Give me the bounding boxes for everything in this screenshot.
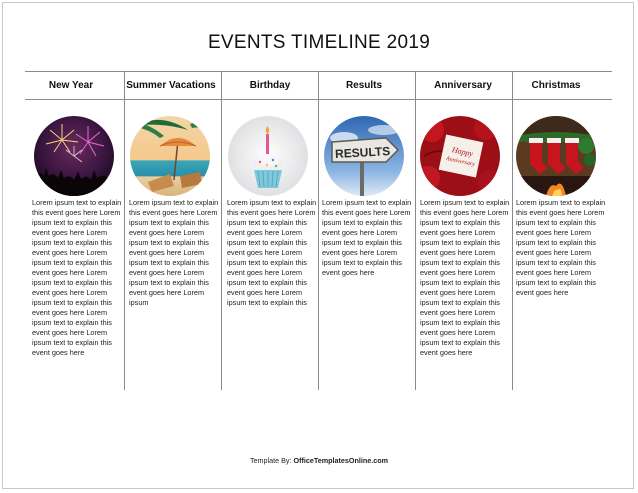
svg-text:RESULTS: RESULTS [334,144,391,161]
event-description: Lorem ipsum text to explain this event goes here Lorem ipsum text to explain this event goes here Lorem ipsum text to explain this event goes here Lorem ipsum text to explain this event goes here Lorem ipsum text to explain this event goes here [516,198,606,297]
footer-site: OfficeTemplatesOnline.com [293,456,389,465]
birthday-cupcake-photo [228,116,308,196]
event-column-anniversary [420,72,517,357]
footer-credit [0,456,638,465]
fireworks-crowd-photo [34,116,114,196]
anniversary-card-photo [420,116,500,196]
event-description: Lorem ipsum text to explain this event goes here Lorem ipsum text to explain this event goes here Lorem ipsum text to explain this event goes here Lorem ipsum text to explain this event goes here Lorem ipsum text to explain this event goes here Lorem ipsum text to explain this [227,198,317,307]
event-heading: Results [345,80,383,91]
event-description: Lorem ipsum text to explain this event goes here Lorem ipsum text to explain this event goes here Lorem ipsum text to explain this event goes here Lorem ipsum text to explain this event goes here [322,198,412,277]
page-title: EVENTS TIMELINE 2019 [207,32,431,53]
event-heading: Summer Vacations [126,80,216,91]
event-column-results [322,72,419,277]
beach-umbrella-photo [130,116,210,196]
event-description: Lorem ipsum text to explain this event goes here Lorem ipsum text to explain this event goes here Lorem ipsum text to explain this event goes here Lorem ipsum text to explain this event goes here Lorem ipsum text to explain this event goes here Lorem ipsum text to explain this event goes here Lorem ipsum text to explain this event goes here Lorem ipsum text to explain this event goes here [32,198,122,357]
event-heading: Birthday [249,80,291,91]
results-sign-photo [324,116,404,196]
event-heading: Christmas [531,80,581,91]
footer-prefix: Template By: [249,456,292,465]
christmas-stockings-photo [516,116,596,196]
column-divider [512,71,513,390]
event-description: Lorem ipsum text to explain this event goes here Lorem ipsum text to explain this event goes here Lorem ipsum text to explain this event goes here Lorem ipsum text to explain this event goes here Lorem ipsum text to explain this event goes here Lorem ipsum [129,198,219,307]
event-column-summer-vacations [126,72,226,307]
event-column-birthday [227,72,324,307]
event-column-christmas [516,72,613,297]
column-divider [221,71,222,390]
column-divider [124,71,125,390]
svg-text:Happy: Happy [451,145,474,159]
event-heading: Anniversary [434,80,492,91]
event-column-new-year [32,72,129,357]
svg-text:Anniversary: Anniversary [445,156,476,168]
column-divider [415,71,416,390]
event-description: Lorem ipsum text to explain this event goes here Lorem ipsum text to explain this event goes here Lorem ipsum text to explain this event goes here Lorem ipsum text to explain this event goes here Lorem ipsum text to explain this event goes here Lorem ipsum text to explain this event goes here Lorem ipsum text to explain this event goes here Lorem ipsum text to explain this event goes here [420,198,510,357]
event-heading: New Year [48,80,94,91]
